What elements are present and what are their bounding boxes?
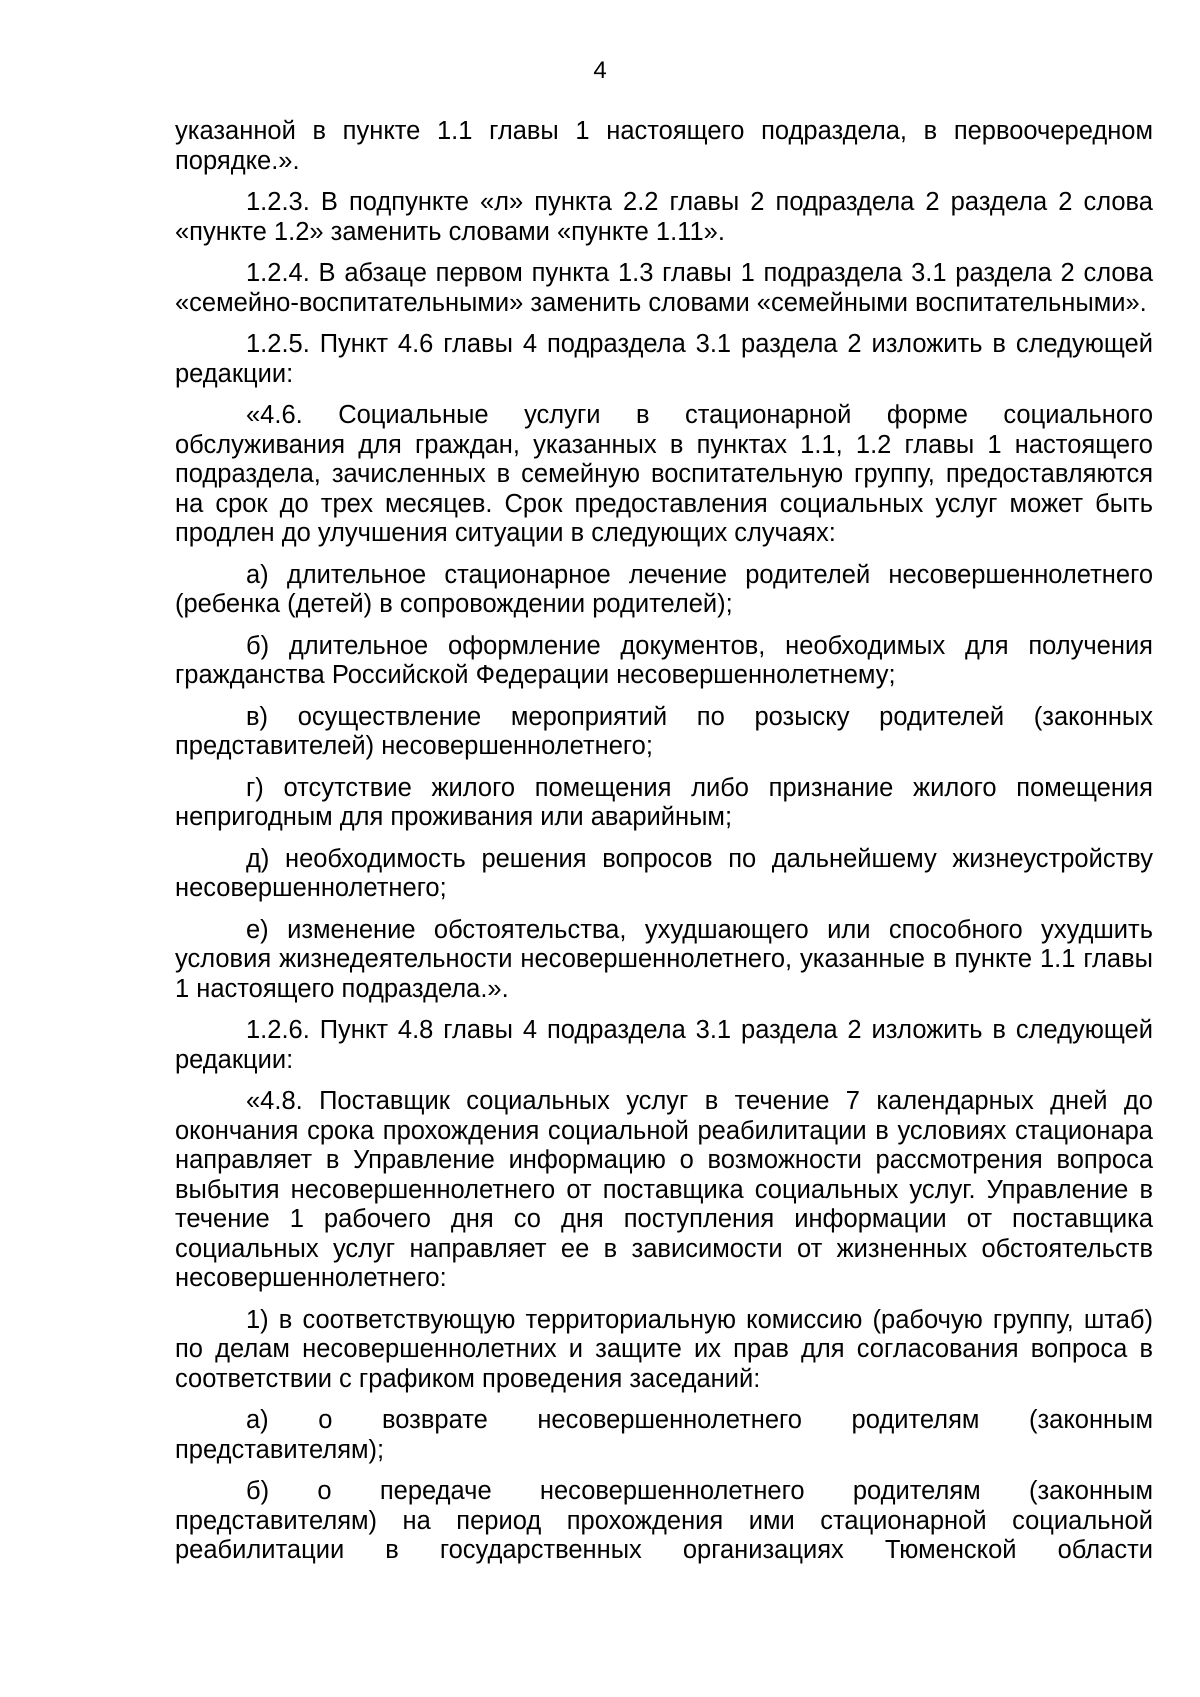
paragraph-4-6: «4.6. Социальные услуги в стационарной форме социального обслуживания для граждан, указанных в пунктах 1.1, 1.2 главы 1 настоящего подраздела, зачисленных в семейную воспитательную группу, предоставляются на срок до трех месяцев. Срок предоставления социальных услуг может быть продлен до улучшения ситуации в следующих случаях: — [175, 401, 1153, 547]
sub-item-b: б) о передаче несовершеннолетнего родителям (законным представителям) на период прохождения ими стационарной социальной реабилитации в государственных организациях Тюменской области — [175, 1477, 1153, 1564]
list-item-a: а) длительное стационарное лечение родителей несовершеннолетнего (ребенка (детей) в сопровождении родителей); — [175, 560, 1153, 618]
list-item-d: д) необходимость решения вопросов по дальнейшему жизнеустройству несовершеннолетнего; — [175, 844, 1153, 902]
paragraph-4-8: «4.8. Поставщик социальных услуг в течение 7 календарных дней до окончания срока прохождения социальной реабилитации в условиях стационара направляет в Управление информацию о возможности рассмотрения вопроса выбытия несовершеннолетнего от поставщика социальных услуг. Управление в течение 1 рабочего дня со дня поступления информации от поставщика социальных услуг направляет ее в зависимости от жизненных обстоятельств несовершеннолетнего: — [175, 1087, 1153, 1292]
paragraph-1-2-3: 1.2.3. В подпункте «л» пункта 2.2 главы 2 подраздела 2 раздела 2 слова «пункте 1.2» заменить словами «пункте 1.11». — [175, 188, 1153, 246]
sub-item-a: а) о возврате несовершеннолетнего родителям (законным представителям); — [175, 1406, 1153, 1464]
page-number: 4 — [593, 57, 607, 84]
paragraph-continuation: указанной в пункте 1.1 главы 1 настоящего подраздела, в первоочередном порядке.». — [175, 117, 1153, 175]
paragraph-1-2-4: 1.2.4. В абзаце первом пункта 1.3 главы 1 подраздела 3.1 раздела 2 слова «семейно-воспитательными» заменить словами «семейными воспитательными». — [175, 259, 1153, 317]
document-body — [175, 117, 1153, 1578]
list-item-1: 1) в соответствующую территориальную комиссию (рабочую группу, штаб) по делам несовершеннолетних и защите их прав для согласования вопроса в соответствии с графиком проведения заседаний: — [175, 1305, 1153, 1393]
list-item-b: б) длительное оформление документов, необходимых для получения гражданства Российской Федерации несовершеннолетнему; — [175, 631, 1153, 689]
list-item-e: е) изменение обстоятельства, ухудшающего или способного ухудшить условия жизнедеятельности несовершеннолетнего, указанные в пункте 1.1 главы 1 настоящего подраздела.». — [175, 915, 1153, 1003]
list-item-v: в) осуществление мероприятий по розыску родителей (законных представителей) несовершеннолетнего; — [175, 702, 1153, 760]
paragraph-1-2-6: 1.2.6. Пункт 4.8 главы 4 подраздела 3.1 раздела 2 изложить в следующей редакции: — [175, 1016, 1153, 1074]
list-item-g: г) отсутствие жилого помещения либо признание жилого помещения непригодным для проживания или аварийным; — [175, 773, 1153, 831]
paragraph-1-2-5: 1.2.5. Пункт 4.6 главы 4 подраздела 3.1 раздела 2 изложить в следующей редакции: — [175, 330, 1153, 388]
